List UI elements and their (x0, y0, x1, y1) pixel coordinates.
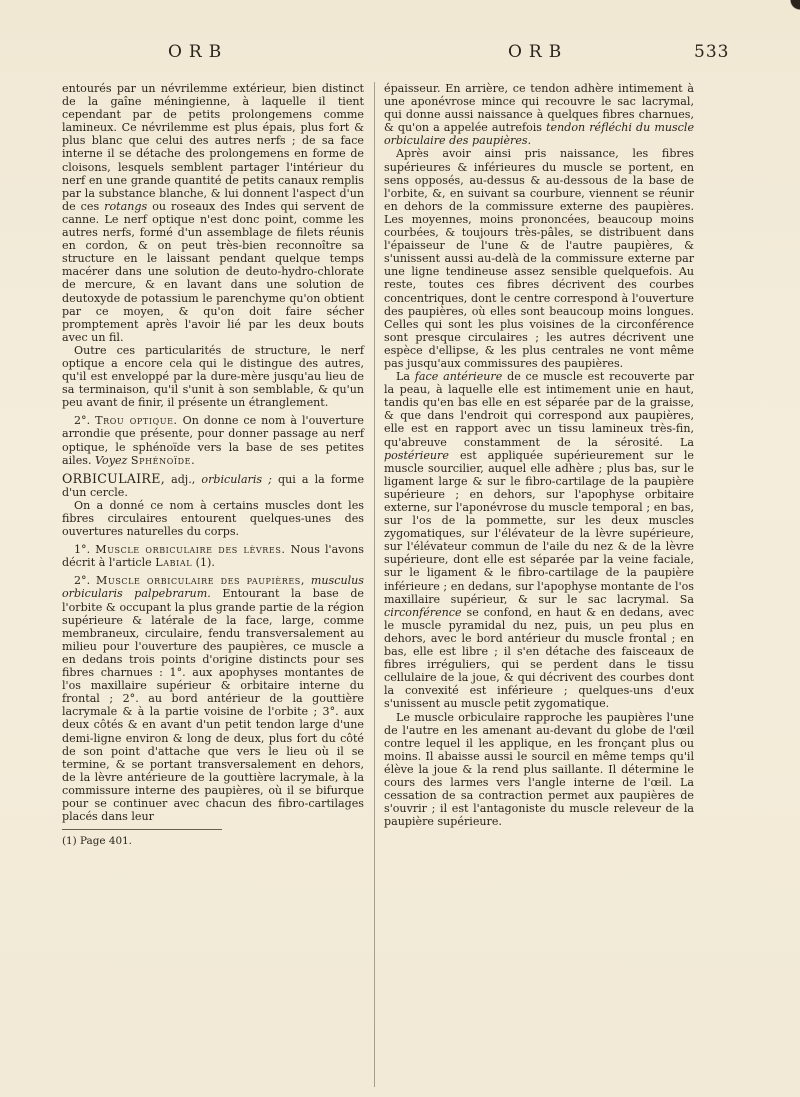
paragraph: La face antérieure de ce muscle est recouverte par la peau, à laquelle elle est intimement unie en haut, tandis qu'en bas elle en est séparée par de la graisse, & que dans l'endroit qui correspond aux paupières, elle est en rapport avec un tissu lamineux très-fin, qu'abreuve constamment de la sérosité. La postérieure est appliquée supérieurement sur le muscle sourcilier, auquel elle adhère ; plus bas, sur le ligament large & sur le fibro-cartilage de la paupière supérieure ; en dehors, sur l'apophyse orbitaire externe, sur l'aponévrose du muscle temporal ; en bas, sur l'os de la pommette, sur les deux muscles zygomatiques, sur l'élévateur de la lèvre supérieure, sur l'élévateur commun de l'aile du nez & de la lèvre supérieure, dont elle est séparée par la veine faciale, sur le ligament & le fibro-cartilage de la paupière inférieure ; en dedans, sur l'apophyse montante de l'os maxillaire supérieur, & sur le sac lacrymal. Sa circonférence se confond, en haut & en dedans, avec le muscle pyramidal du nez, puis, un peu plus en dehors, avec le bord antérieur du muscle frontal ; en bas, elle est libre ; il s'en détache des faisceaux de fibres irréguliers, qui se perdent dans le tissu cellulaire de la joue, & qui décrivent des courbes dont la convexité est inférieure ; quelques-uns d'eux s'unissent au muscle petit zygomatique. (384, 370, 694, 711)
page-corner-mark (778, 0, 800, 22)
footnote-rule (62, 829, 222, 830)
paragraph: On a donné ce nom à certains muscles dont les fibres circulaires entourent quelques-unes des ouvertures naturelles du corps. (62, 498, 364, 539)
header-left-word: ORB (168, 42, 229, 62)
column-rule (374, 82, 375, 1087)
paragraph: entourés par un névrilemme extérieur, bien distinct de la gaîne méningienne, à laquelle il tient cependant par de petits prolongemens comme lamineux. Ce névrilemme est plus épais, plus fort & plus blanc que celui des autres nerfs ; de sa face interne il se détache des prolongemens en forme de cloisons, lesquels semblent partager l'intérieur du nerf en une grande quantité de petits canaux remplis par la substance blanche, & lui donnent l'aspect d'un de ces rotangs ou roseaux des Indes qui servent de canne. Le nerf optique n'est donc point, comme les autres nerfs, formé d'un assemblage de filets réunis en cordon, & on peut très-bien reconnoître sa structure en le laissant pendant quelque temps macérer dans une solution de deuto-hydro-chlorate de mercure, & en lavant dans une solution de deutoxyde de potassium le parenchyme qu'on obtient par ce moyen, & qu'on doit faire sécher promptement après l'avoir lié par les deux bouts avec un fil. (62, 82, 365, 344)
left-column (62, 82, 364, 848)
muscle-paupieres-entry: 2°. Muscle orbiculaire des paupières, musculus orbicularis palpebrarum. Entourant la base de l'orbite & occupant la plus grande partie de la région supérieure & latérale de la face, large, comme membraneux, circulaire, fendu transversalement au milieu pour l'ouverture des paupières, ce muscle a en dedans trois points d'origine distincts pour ses fibres charnues : 1°. aux apophyses montantes de l'os maxillaire supérieur & orbitaire interne du frontal ; 2°. au bord antérieur de la gouttière lacrymale & à la partie voisine de l'orbite ; 3°. aux deux côtés & en avant d'un petit tendon large d'une demi-ligne environ & long de deux, plus fort du côté de son point d'attache que vers le lieu où il se termine, & se portant transversalement en dehors, de la lèvre antérieure de la gouttière lacrymale, à la commissure interne des paupières, où il se bifurque pour se continuer avec chacun des fibro-cartilages placés dans leur (62, 574, 365, 824)
paragraph: épaisseur. En arrière, ce tendon adhère intimement à une aponévrose mince qui recouvre le sac lacrymal, qui donne aussi naissance à quelques fibres charnues, & qu'on a appelée autrefois tendon réfléchi du muscle orbiculaire des paupières. (384, 82, 695, 148)
paragraph: Le muscle orbiculaire rapproche les paupières l'une de l'autre en les amenant au-devant du globe de l'œil contre lequel il les applique, en les fronçant plus ou moins. Il abaisse aussi le sourcil en même temps qu'il élève la joue & la rend plus saillante. Il détermine le cours des larmes vers l'angle interne de l'œil. La cessation de sa contraction permet aux paupières de s'ouvrir ; il est l'antagoniste du muscle releveur de la paupière supérieure. (384, 710, 694, 829)
entry-word: ORBICULAIRE, (62, 470, 165, 486)
header-right-word: ORB (508, 42, 569, 62)
page-number: 533 (694, 42, 730, 62)
right-column (384, 82, 694, 828)
footnote: (1) Page 401. (62, 835, 132, 848)
paragraph: Outre ces particularités de structure, le nerf optique a encore cela qui le distingue des autres, qu'il est enveloppé par la dure-mère jusqu'au lieu de sa terminaison, qu'il s'unit à son semblable, & qu'un peu avant de finir, il présente un étranglement. (62, 343, 364, 410)
muscle-levres-entry: 1°. Muscle orbiculaire des lèvres. Nous l'avons décrit à l'article Labial (1). (62, 543, 364, 570)
paragraph: Après avoir ainsi pris naissance, les fibres supérieures & inférieures du muscle se portent, en sens opposés, au-dessus & au-dessous de la base de l'orbite, &, en suivant sa courbure, viennent se réunir en dehors de la commissure externe des paupières. Les moyennes, moins prononcées, beaucoup moins courbées, & toujours très-pâles, se distribuent dans l'épaisseur de l'une & de l'autre paupières, & s'unissent aussi au-delà de la commissure externe par une ligne tendineuse assez sensible quelquefois. Au reste, toutes ces fibres décrivent des courbes concentriques, dont le centre correspond à l'ouverture des paupières, où elles sont beaucoup moins longues. Celles qui sont les plus voisines de la circonférence sont presque circulaires ; les autres décrivent une espèce d'ellipse, & les plus centrales ne vont même pas jusqu'aux commissures des paupières. (384, 147, 694, 370)
running-header (0, 42, 800, 72)
orbiculaire-entry: ORBICULAIRE, adj., orbicularis ; qui a la forme d'un cercle. (62, 470, 365, 499)
trou-optique-entry: 2°. Trou optique. On donne ce nom à l'ouverture arrondie que présente, pour donner passage au nerf optique, le sphénoïde vers la base de ses petites ailes. Voyez Sphénoïde. (62, 414, 364, 467)
